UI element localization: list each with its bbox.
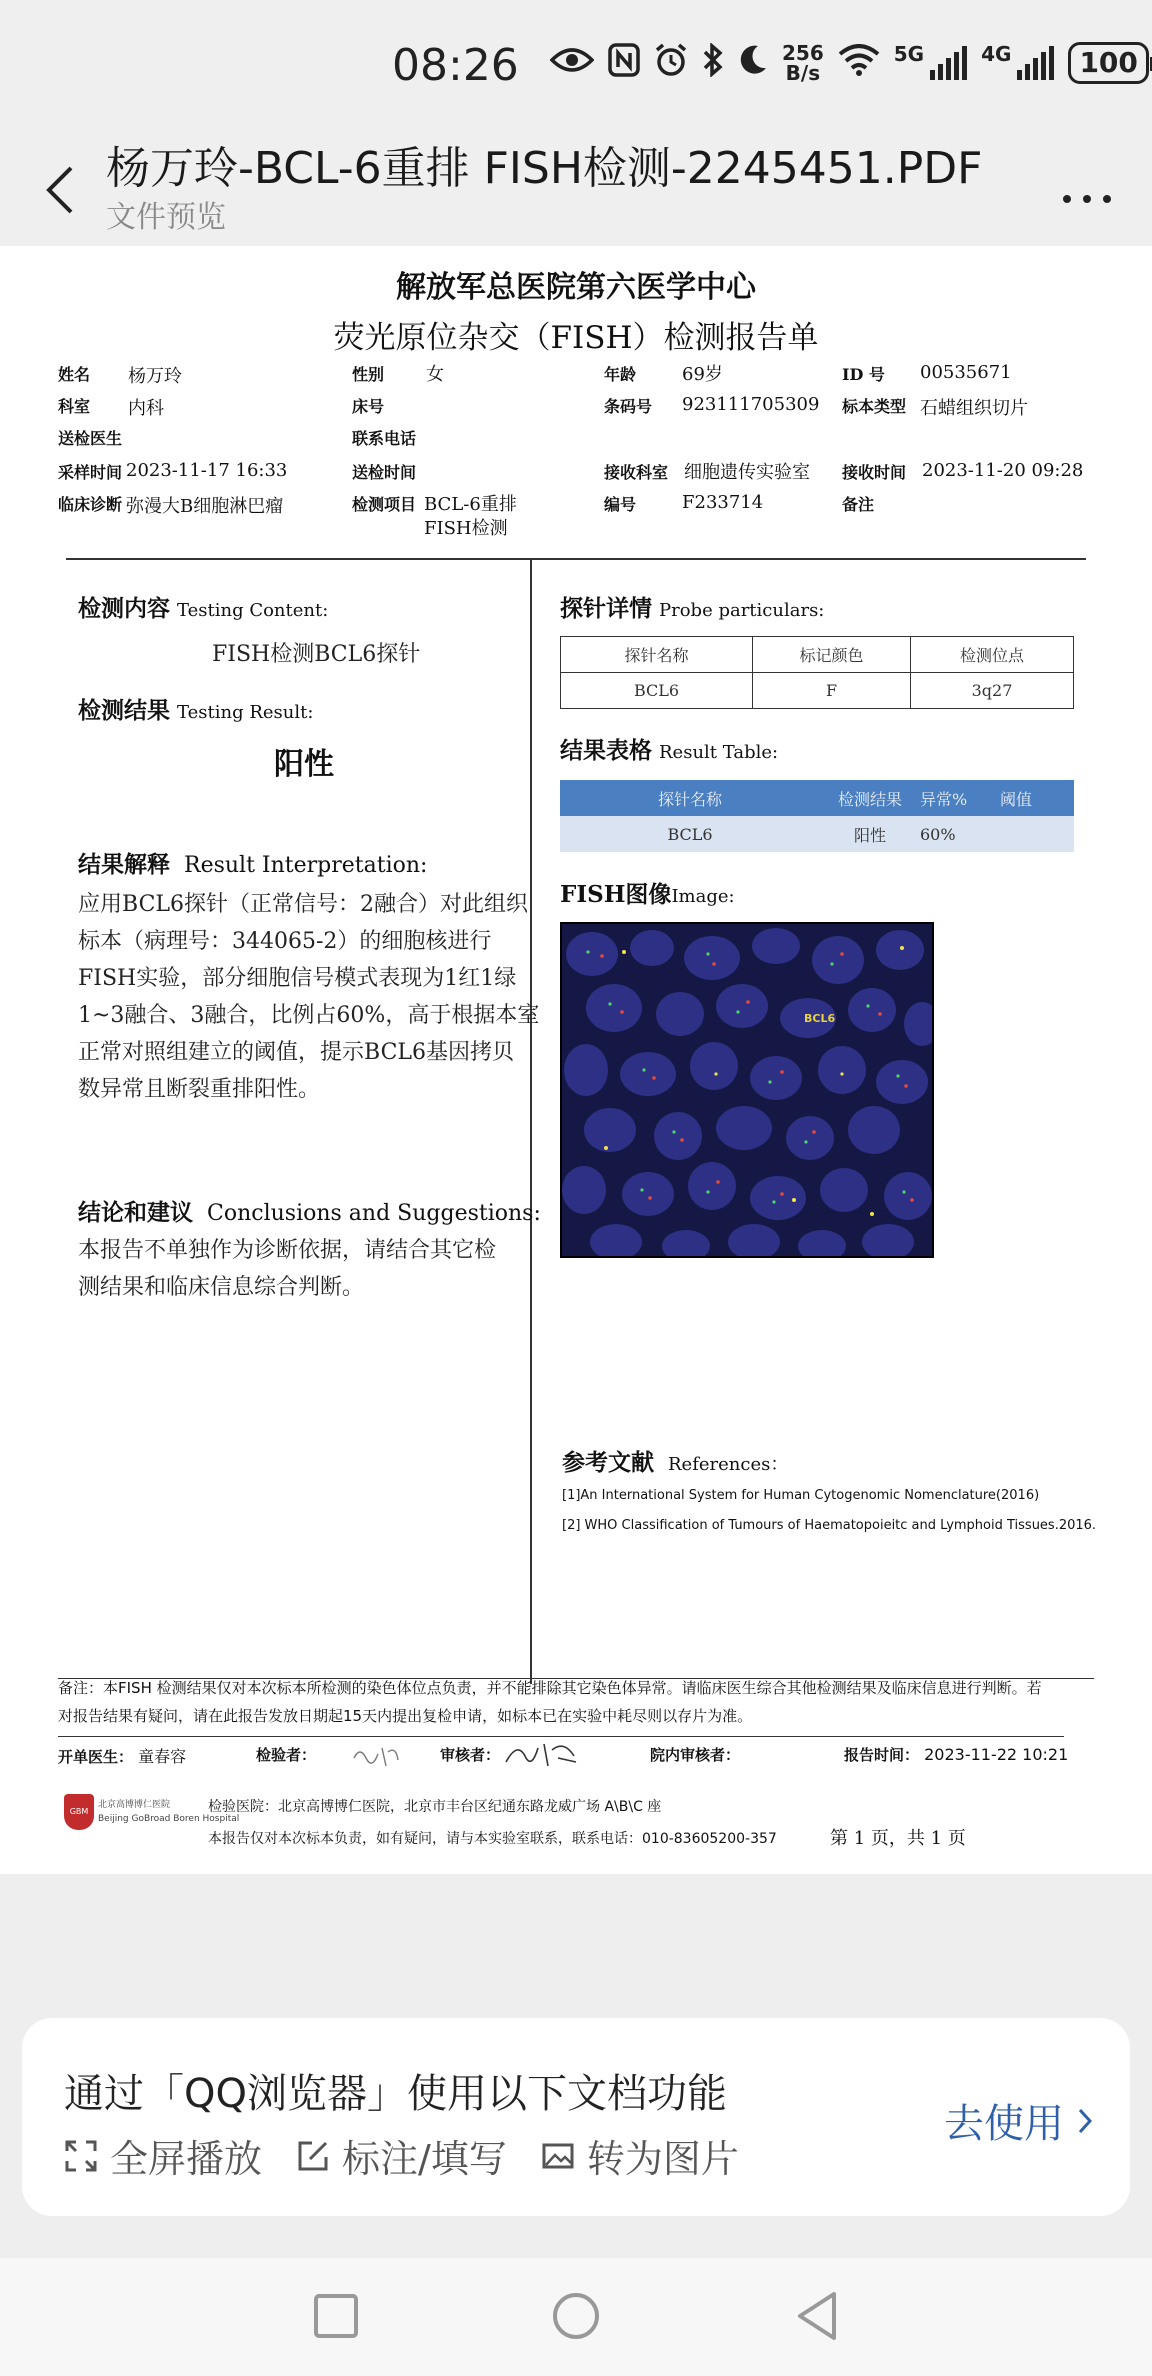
inspector-signature xyxy=(350,1740,402,1770)
sender-label-text: 送检医生 xyxy=(58,429,123,448)
document-page[interactable] xyxy=(0,246,1152,1874)
moon-icon xyxy=(738,44,768,83)
reference-item: [1]An International System for Human Cytogenomic Nomenclature(2016) xyxy=(562,1488,1040,1503)
column-divider xyxy=(530,558,532,1684)
gender-label xyxy=(352,362,384,385)
result-table xyxy=(560,780,1074,852)
table-cell: BCL6 xyxy=(560,816,820,852)
phone-label xyxy=(352,426,416,449)
id-label xyxy=(842,362,885,385)
reviewer-label: 审核者： xyxy=(440,1746,501,1764)
test-item-label xyxy=(352,492,416,515)
image-icon xyxy=(541,2139,575,2173)
inspector-field xyxy=(256,1744,316,1765)
name-label: 姓名 xyxy=(58,365,91,384)
diagnosis-label xyxy=(58,492,122,515)
fish-image xyxy=(560,922,934,1258)
qq-browser-promo[interactable] xyxy=(22,2018,1130,2216)
fullscreen-icon xyxy=(64,2139,98,2173)
to-image-label: 转为图片 xyxy=(586,2137,739,2181)
probe-heading-zh: 探针详情 xyxy=(560,595,652,622)
gender-value: 女 xyxy=(426,364,444,385)
references-heading xyxy=(562,1444,788,1477)
age-value: 69岁 xyxy=(682,364,723,385)
inspector-label: 检验者： xyxy=(256,1746,317,1764)
wifi-icon xyxy=(838,44,880,83)
hospital-reviewer-field xyxy=(650,1744,740,1765)
conclusion-heading-en: Conclusions and Suggestions: xyxy=(207,1201,541,1226)
conclusion-line: 本报告不单独作为诊断依据，请结合其它检 xyxy=(78,1238,497,1263)
footer-contact: 本报告仅对本次标本负责，如有疑问，请与本实验室联系，联系电话：010-83605200-357 xyxy=(208,1831,777,1847)
table-header-cell: 检测结果 xyxy=(820,780,920,816)
doctor-field xyxy=(58,1744,186,1767)
sample-type-label xyxy=(842,394,906,417)
report-title: 荧光原位杂交（FISH）检测报告单 xyxy=(333,320,819,356)
image-heading xyxy=(560,876,735,909)
probe-heading-en: Probe particulars: xyxy=(659,600,825,621)
bed-label xyxy=(352,394,384,417)
id-value: 00535671 xyxy=(920,362,1012,383)
battery-icon: 100 xyxy=(1068,42,1148,84)
recv-time-label-text: 接收时间 xyxy=(842,463,907,482)
number-label xyxy=(604,492,636,515)
system-nav-bar xyxy=(0,2258,1152,2376)
hospital-logo: GBM xyxy=(64,1794,94,1830)
hospital-name: 解放军总医院第六医学中心 xyxy=(396,270,756,305)
annotate-label: 标注/填写 xyxy=(342,2137,507,2181)
back-nav-button[interactable] xyxy=(790,2288,846,2344)
back-button[interactable] xyxy=(30,150,90,230)
note-line: 备注：本FISH 检测结果仅对本次标本所检测的染色体位点负责，并不能排除其它染色体异常。请临床医生综合其他检测结果及临床信息进行判断。若 xyxy=(58,1679,1042,1697)
home-button[interactable] xyxy=(548,2288,604,2344)
interp-line: FISH实验，部分细胞信号模式表现为1红1绿 xyxy=(78,966,517,991)
more-button[interactable] xyxy=(1062,168,1112,214)
test-item-label-text: 检测项目 xyxy=(352,495,417,514)
sample-type-value: 石蜡组织切片 xyxy=(920,398,1028,419)
result-heading xyxy=(78,692,313,725)
go-use-button[interactable] xyxy=(944,2092,1092,2149)
table-row xyxy=(560,816,1074,852)
table-row xyxy=(561,673,1074,709)
net-speed-unit: B/s xyxy=(785,61,821,85)
dept-label xyxy=(58,394,90,417)
age-label xyxy=(604,362,636,385)
result-table-heading-en: Result Table: xyxy=(659,742,779,763)
test-item-value-2: FISH检测 xyxy=(424,518,508,539)
recv-time-value: 2023-11-20 09:28 xyxy=(922,460,1084,481)
interp-line: 标本（病理号：344065-2）的细胞核进行 xyxy=(78,929,492,954)
conclusion-line: 测结果和临床信息综合判断。 xyxy=(78,1275,365,1300)
header-divider xyxy=(66,558,1086,560)
title-bar xyxy=(0,130,1152,246)
references-heading-en: References： xyxy=(668,1454,789,1475)
promo-features xyxy=(64,2128,739,2183)
interp-text xyxy=(78,886,539,1108)
collect-time-label xyxy=(58,460,122,483)
note-line: 对报告结果有疑问，请在此报告发放日期起15天内提出复检申请，如标本已在实验中耗尽则以存片为准。 xyxy=(58,1707,753,1725)
status-icons xyxy=(550,42,1149,84)
nfc-icon xyxy=(608,43,640,84)
net2-label: 4G xyxy=(981,42,1012,66)
report-time-label: 报告时间： xyxy=(844,1746,920,1764)
interp-line: 正常对照组建立的阈值，提示BCL6基因拷贝 xyxy=(78,1040,515,1065)
file-subtitle: 文件预览 xyxy=(106,200,226,235)
status-time: 08:26 xyxy=(392,40,519,91)
sender-label xyxy=(58,426,122,449)
conclusion-heading xyxy=(78,1194,541,1227)
table-header-cell: 标记颜色 xyxy=(753,637,911,673)
probe-heading xyxy=(560,590,824,623)
gender-label-text: 性别 xyxy=(352,365,385,384)
doctor-label: 开单医生： xyxy=(58,1748,134,1766)
recent-apps-button[interactable] xyxy=(308,2288,364,2344)
result-table-heading-zh: 结果表格 xyxy=(560,737,652,764)
send-time-label xyxy=(352,460,416,483)
recv-dept-label xyxy=(604,460,668,483)
file-title: 杨万玲-BCL-6重排 FISH检测-2245451.PDF xyxy=(106,143,983,194)
fish-image-label: BCL6 xyxy=(804,1012,836,1025)
number-value: F233714 xyxy=(682,492,764,513)
interp-heading-en: Result Interpretation: xyxy=(184,853,428,878)
conclusion-heading-zh: 结论和建议 xyxy=(78,1199,193,1226)
fish-cells-graphic xyxy=(562,924,934,1258)
net-speed-value: 256 xyxy=(782,41,824,65)
conclusion-text xyxy=(78,1232,496,1306)
diagnosis-value: 弥漫大B细胞淋巴瘤 xyxy=(126,496,284,517)
interp-line: 应用BCL6探针（正常信号：2融合）对此组织 xyxy=(78,892,529,917)
signal-icon-2 xyxy=(1017,46,1054,80)
interp-line: 1~3融合、3融合，比例占60%，高于根据本室 xyxy=(78,1003,540,1028)
dept-value: 内科 xyxy=(128,398,164,419)
reviewer-field xyxy=(440,1744,500,1765)
content-heading-en: Testing Content: xyxy=(177,600,329,621)
dept-label-text: 科室 xyxy=(58,397,91,416)
chevron-left-icon xyxy=(45,165,75,215)
recv-dept-label-text: 接收科室 xyxy=(604,463,669,482)
network-speed xyxy=(782,43,824,83)
interp-line: 数异常且断裂重排阳性。 xyxy=(78,1077,321,1102)
doctor-value: 童春容 xyxy=(138,1747,187,1766)
recv-dept-value: 细胞遗传实验室 xyxy=(684,462,810,483)
image-heading-zh: FISH图像 xyxy=(560,881,672,908)
barcode-label-text: 条码号 xyxy=(604,397,653,416)
remark-label xyxy=(842,492,874,515)
result-heading-zh: 检测结果 xyxy=(78,697,170,724)
send-time-label-text: 送检时间 xyxy=(352,463,417,482)
edit-icon xyxy=(296,2139,330,2173)
content-heading xyxy=(78,590,328,623)
table-cell: 阳性 xyxy=(820,816,920,852)
number-label-text: 编号 xyxy=(604,495,637,514)
collect-time-value: 2023-11-17 16:33 xyxy=(126,460,288,481)
barcode-value: 923111705309 xyxy=(682,394,820,415)
table-cell xyxy=(1000,816,1074,852)
logo-name-zh: 北京高博博仁医院 xyxy=(98,1800,171,1810)
to-image-feature[interactable] xyxy=(541,2128,739,2183)
result-value: 阳性 xyxy=(274,747,334,782)
more-dots-icon xyxy=(1062,194,1112,204)
page-number: 第 1 页，共 1 页 xyxy=(830,1828,966,1849)
reviewer-signature xyxy=(504,1738,580,1770)
content-text: FISH检测BCL6探针 xyxy=(212,642,421,667)
signal-icon xyxy=(930,46,967,80)
bed-label-text: 床号 xyxy=(352,397,385,416)
interp-heading-zh: 结果解释 xyxy=(78,851,170,878)
sample-type-label-text: 标本类型 xyxy=(842,397,907,416)
age-label-text: 年龄 xyxy=(604,365,637,384)
table-row xyxy=(561,637,1074,673)
fullscreen-feature[interactable] xyxy=(64,2128,262,2183)
test-item-value-1: BCL-6重排 xyxy=(424,494,517,515)
table-header-cell: 异常% xyxy=(920,780,1000,816)
recv-time-label xyxy=(842,460,906,483)
net1-label: 5G xyxy=(893,42,925,66)
table-header-cell: 检测位点 xyxy=(911,637,1074,673)
logo-name-en: Beijing GoBroad Boren Hospital xyxy=(98,1814,240,1824)
diagnosis-label-text: 临床诊断 xyxy=(58,495,123,514)
image-heading-en: Image: xyxy=(671,886,735,907)
result-table-heading xyxy=(560,732,778,765)
go-use-label: 去使用 xyxy=(944,2101,1064,2147)
id-label-text: ID 号 xyxy=(842,365,885,384)
result-heading-en: Testing Result: xyxy=(177,702,314,723)
barcode-label xyxy=(604,394,652,417)
status-bar xyxy=(0,0,1152,130)
name-value: 杨万玲 xyxy=(128,366,182,387)
eye-icon xyxy=(550,45,594,82)
annotate-feature[interactable] xyxy=(296,2128,507,2183)
chevron-right-icon xyxy=(1078,2108,1092,2134)
promo-title: 通过「QQ浏览器」使用以下文档功能 xyxy=(64,2071,727,2117)
table-cell: 60% xyxy=(920,816,1000,852)
table-header-cell: 阈值 xyxy=(1000,780,1074,816)
fullscreen-label: 全屏播放 xyxy=(110,2137,263,2181)
sign-divider xyxy=(58,1736,1064,1737)
bluetooth-icon xyxy=(702,43,724,84)
alarm-icon xyxy=(654,43,688,84)
interp-heading xyxy=(78,846,427,879)
phone-label-text: 联系电话 xyxy=(352,429,417,448)
table-cell: 3q27 xyxy=(911,673,1074,709)
footer-address: 检验医院：北京高博博仁医院，北京市丰台区纪通东路龙威广场 A\B\C 座 xyxy=(208,1799,662,1815)
remark-label-text: 备注 xyxy=(842,495,875,514)
name-field xyxy=(58,362,90,385)
report-time-value: 2023-11-22 10:21 xyxy=(924,1745,1069,1764)
reference-item: [2] WHO Classification of Tumours of Haematopoieitc and Lymphoid Tissues.2016. xyxy=(562,1518,1097,1533)
table-cell: F xyxy=(753,673,911,709)
table-header-cell: 探针名称 xyxy=(560,780,820,816)
probe-table xyxy=(560,636,1074,709)
hospital-reviewer-label: 院内审核者： xyxy=(650,1746,741,1764)
note-text xyxy=(58,1674,1078,1730)
table-cell: BCL6 xyxy=(561,673,753,709)
table-header-cell: 探针名称 xyxy=(561,637,753,673)
table-row xyxy=(560,780,1074,816)
report-time-field xyxy=(844,1744,1068,1765)
collect-time-label-text: 采样时间 xyxy=(58,463,123,482)
references-heading-zh: 参考文献 xyxy=(562,1449,654,1476)
content-heading-zh: 检测内容 xyxy=(78,595,170,622)
